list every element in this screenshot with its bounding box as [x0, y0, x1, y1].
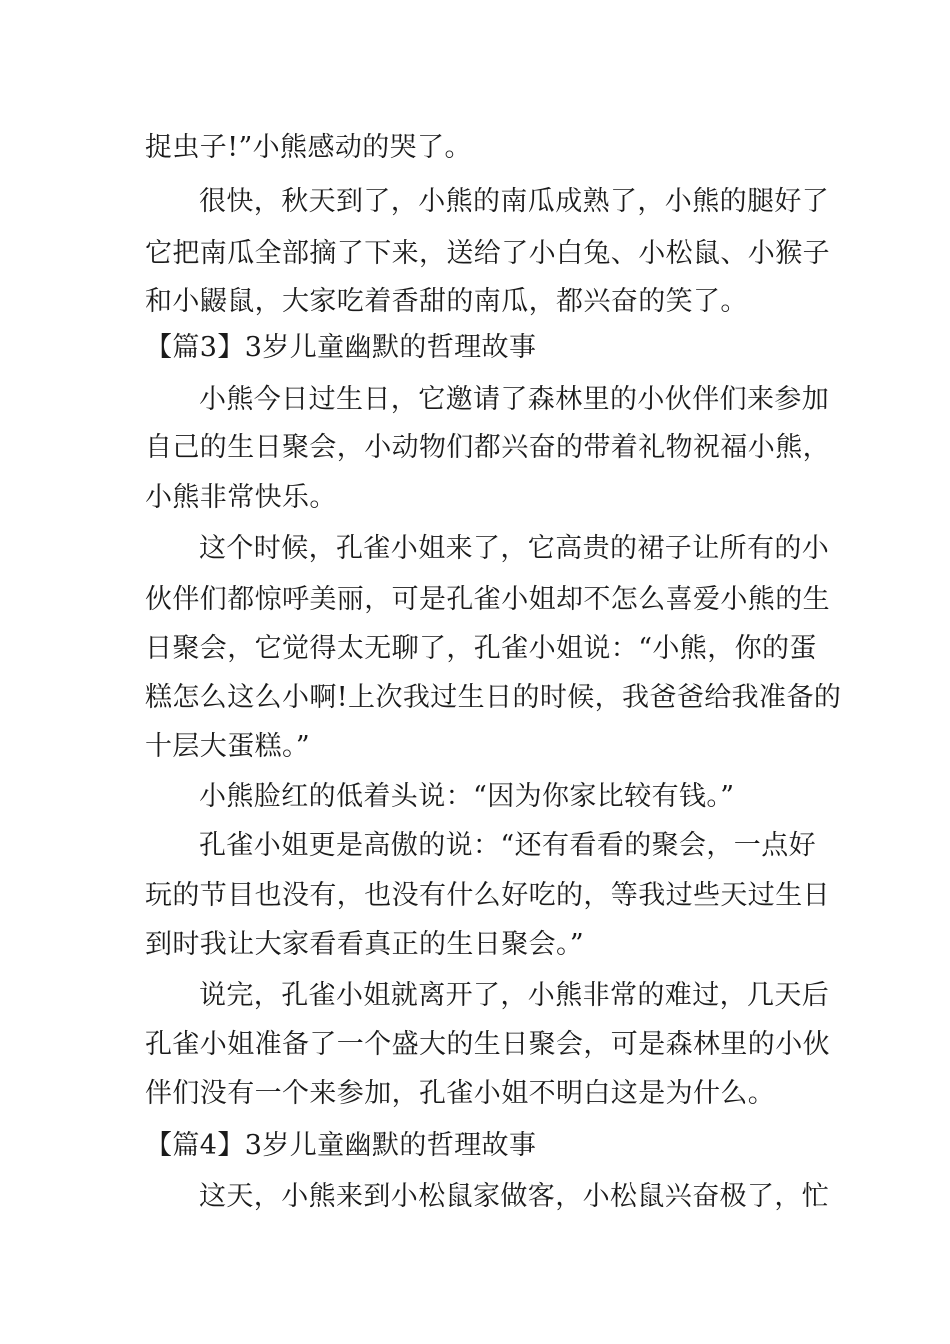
text-line: 孔雀小姐准备了一个盛大的生日聚会，可是森林里的小伙	[145, 1029, 830, 1060]
text-line: 这个时候，孔雀小姐来了，它高贵的裙子让所有的小	[199, 533, 830, 564]
text-line: 玩的节目也没有，也没有什么好吃的，等我过些天过生日	[145, 880, 830, 911]
section-heading: 【篇3】3岁儿童幽默的哲理故事	[145, 332, 537, 363]
text-line: 伴们没有一个来参加，孔雀小姐不明白这是为什么。	[145, 1078, 776, 1109]
text-line: 捉虫子!”小熊感动的哭了。	[145, 132, 472, 163]
text-line: 很快，秋天到了，小熊的南瓜成熟了，小熊的腿好了	[199, 186, 830, 217]
text-line: 它把南瓜全部摘了下来，送给了小白兔、小松鼠、小猴子	[145, 238, 830, 269]
text-line: 日聚会，它觉得太无聊了，孔雀小姐说：“小熊，你的蛋	[145, 633, 817, 664]
text-line: 伙伴们都惊呼美丽，可是孔雀小姐却不怎么喜爱小熊的生	[145, 584, 830, 615]
text-line: 到时我让大家看看真正的生日聚会。”	[145, 929, 585, 960]
text-line: 小熊今日过生日，它邀请了森林里的小伙伴们来参加	[199, 384, 830, 415]
text-line: 和小鼹鼠，大家吃着香甜的南瓜，都兴奋的笑了。	[145, 286, 748, 317]
text-line: 孔雀小姐更是高傲的说：“还有看看的聚会，一点好	[199, 830, 817, 861]
text-line: 糕怎么这么小啊!上次我过生日的时候，我爸爸给我准备的	[145, 682, 842, 713]
text-line: 这天，小熊来到小松鼠家做客，小松鼠兴奋极了，忙	[199, 1181, 830, 1212]
text-line: 十层大蛋糕。”	[145, 731, 311, 762]
text-line: 小熊脸红的低着头说：“因为你家比较有钱。”	[199, 781, 735, 812]
text-line: 自己的生日聚会，小动物们都兴奋的带着礼物祝福小熊，	[145, 432, 830, 463]
section-heading: 【篇4】3岁儿童幽默的哲理故事	[145, 1130, 537, 1161]
text-line: 说完，孔雀小姐就离开了，小熊非常的难过，几天后	[199, 980, 830, 1011]
text-line: 小熊非常快乐。	[145, 482, 337, 513]
